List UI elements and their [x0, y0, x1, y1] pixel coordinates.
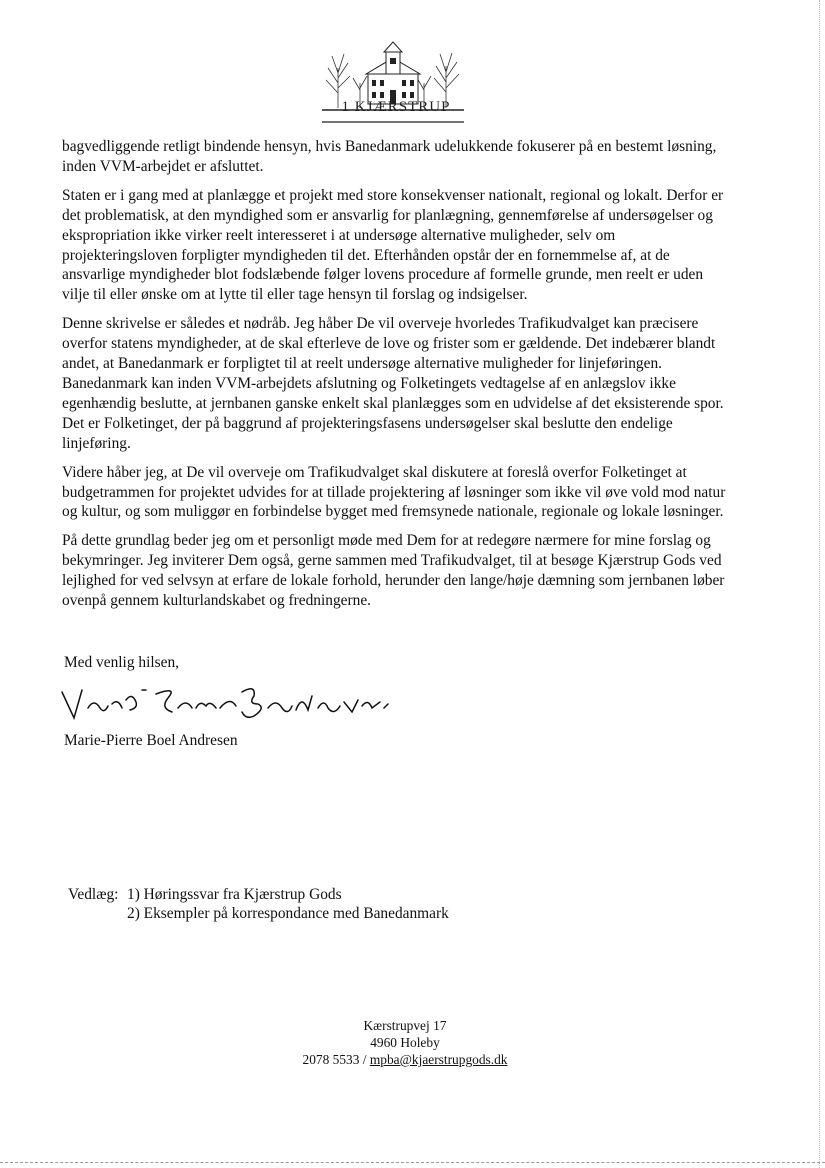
attachment-item: 2) Eksempler på korrespondance med Banedanmark [127, 905, 449, 922]
letter-body [62, 137, 727, 620]
footer-contact [250, 1051, 560, 1068]
footer-email-link[interactable]: mpba@kjaerstrupgods.dk [369, 1052, 508, 1067]
closing-greeting: Med venlig hilsen, [64, 654, 179, 671]
handwritten-signature [60, 678, 390, 730]
footer-city: 4960 Holeby [370, 1035, 440, 1050]
estate-logo-wordmark: 1 KJÆRSTRUP [341, 99, 451, 115]
paragraph: Videre håber jeg, at De vil overveje om Trafikudvalget skal diskutere at foreslå overfor Folketinget at budgetrammen for projektet udvides for at tillade projektering af løsninger som ikke vil øve vold mod natur og kultur, og som muliggør en forbindelse bygget med fremsynede nationale, regionale og lokale løsninger. [62, 463, 726, 521]
paragraph: På dette grundlag beder jeg om et personligt møde med Dem for at redegøre nærmere for mine forslag og bekymringer. Jeg inviterer Dem også, gerne sammen med Trafikudvalget, til at besøge Kjærstrup Gods ved lejlighed for ved selvsyn at erfare de lokale forhold, herunder den lange/høje dæmning som jernbanen løber ovenpå gennem kulturlandskabet og fredningerne. [62, 532, 725, 610]
attachments-label: Vedlæg: [68, 886, 119, 903]
signer-name: Marie-Pierre Boel Andresen [64, 732, 238, 749]
paragraph: Denne skrivelse er således et nødråb. Jeg håber De vil overveje hvorledes Trafikudvalget kan præcisere overfor statens myndigheder, at de skal efterleve de love og frister som er gældende. Det indebærer blandt andet, at Banedanmark er forpligtet til at reelt undersøge alternative muligheder for linjeføringen. Banedanmark kan inden VVM-arbejdets afslutning og Folketingets vedtagelse af en anlægslov ikke egenhændig beslutte, at jernbanen ganske enkelt skal planlægges som en udvidelse af det eksisterende spor. Det er Folketinget, der på baggrund af projekteringsfasens undersøgelser skal beslutte den endelige linjeføring. [62, 315, 724, 452]
paragraph: Staten er i gang med at planlægge et projekt med store konsekvenser nationalt, regional og lokalt. Derfor er det problematisk, at den myndighed som er ansvarlig for planlægning, gennemførelse af undersøgelser og ekspropriation ikke virker reelt interesseret i at undersøge alternative muligheder, selv om projekteringsloven forpligter myndigheden til det. Efterhånden opstår der en fornemmelse af, at de ansvarlige myndigheder blot fodslæbende følger lovens procedure af formelle grunde, men reelt er uden vilje til eller ønske om at lytte til eller tage hensyn til forslag og indsigelser. [62, 186, 724, 304]
footer-address [250, 1017, 560, 1068]
footer-phone: 2078 5533 / [302, 1052, 370, 1067]
scan-edge-right [819, 0, 820, 1168]
attachment-item: 1) Høringssvar fra Kjærstrup Gods [127, 886, 342, 903]
paragraph: bagvedliggende retligt bindende hensyn, hvis Banedanmark udelukkende fokuserer på en bestemt løsning, inden VVM-arbejdet er afsluttet. [62, 138, 717, 175]
footer-street: Kærstrupvej 17 [363, 1018, 447, 1033]
scan-edge-bottom [0, 1162, 825, 1163]
